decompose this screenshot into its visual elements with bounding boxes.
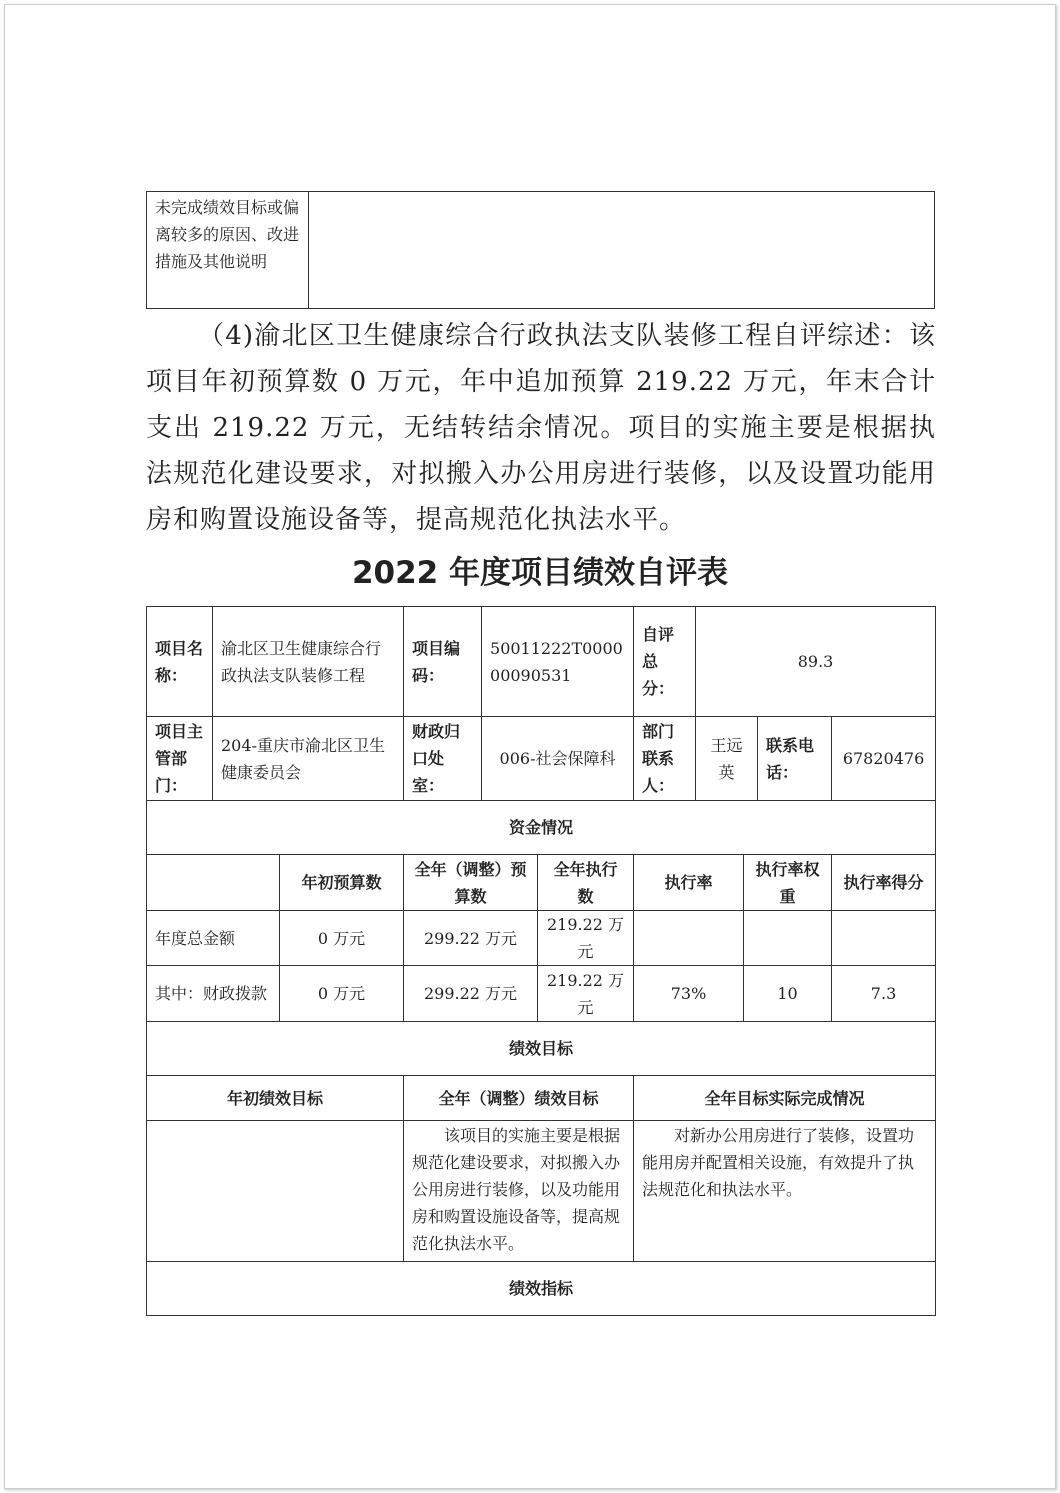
- funds-header-cell: 全年执行数: [538, 855, 634, 911]
- project-code-label: 项目编码：: [404, 607, 482, 717]
- project-info-row: [147, 607, 936, 717]
- goals-content-row: [147, 1121, 936, 1262]
- form-title: 2022 年度项目绩效自评表: [351, 555, 729, 591]
- funds-section-row: [147, 801, 936, 855]
- indicators-section-row: [147, 1262, 936, 1316]
- initial-goal: [147, 1121, 404, 1262]
- self-score-label: 自评总分：: [634, 607, 696, 717]
- funds-header-cell: 全年（调整）预算数: [404, 855, 538, 911]
- self-score-value: 89.3: [696, 607, 936, 717]
- department-row: [147, 717, 936, 801]
- goals-header-cell: 全年目标实际完成情况: [634, 1076, 936, 1121]
- project-name-value: 渝北区卫生健康综合行政执法支队装修工程: [213, 607, 404, 717]
- dept-value: 204-重庆市渝北区卫生健康委员会: [213, 717, 404, 801]
- project-summary: [146, 313, 936, 543]
- funds-header-cell: 年初预算数: [280, 855, 404, 911]
- funds-cell: 0 万元: [280, 911, 404, 966]
- project-name-label: 项目名称：: [147, 607, 213, 717]
- funds-section-title: 资金情况: [147, 801, 936, 855]
- goals-header-cell: 年初绩效目标: [147, 1076, 404, 1121]
- unmet-goals-value: [309, 192, 935, 309]
- funds-cell: [744, 911, 832, 966]
- indicators-section-title: 绩效指标: [147, 1262, 936, 1316]
- funds-header-cell: 执行率权重: [744, 855, 832, 911]
- funds-cell: 219.22 万元: [538, 966, 634, 1022]
- contact-value: 王远英: [696, 717, 758, 801]
- funds-header-cell: [147, 855, 280, 911]
- phone-value: 67820476: [832, 717, 936, 801]
- funds-cell: 年度总金额: [147, 911, 280, 966]
- unmet-goals-row: [147, 192, 935, 309]
- funds-cell: 0 万元: [280, 966, 404, 1022]
- performance-evaluation-table: [146, 606, 936, 1316]
- funds-cell: 299.22 万元: [404, 911, 538, 966]
- funds-header-cell: 执行率得分: [832, 855, 936, 911]
- actual-completion: 对新办公用房进行了装修，设置功能用房并配置相关设施，有效提升了执法规范化和执法水平。: [634, 1121, 936, 1262]
- funds-header-row: [147, 855, 936, 911]
- contact-label: 部门联系人：: [634, 717, 696, 801]
- unmet-goals-label: 未完成绩效目标或偏离较多的原因、改进措施及其他说明: [147, 192, 309, 309]
- funds-cell: 73%: [634, 966, 744, 1022]
- funds-cell: [634, 911, 744, 966]
- funds-row-fiscal: [147, 966, 936, 1022]
- funds-cell: 10: [744, 966, 832, 1022]
- phone-label: 联系电话：: [758, 717, 832, 801]
- funds-cell: [832, 911, 936, 966]
- project-code-value: 50011222T000000090531: [482, 607, 634, 717]
- finance-office-value: 006-社会保障科: [482, 717, 634, 801]
- goals-section-row: [147, 1022, 936, 1076]
- goals-section-title: 绩效目标: [147, 1022, 936, 1076]
- adjusted-goal: 该项目的实施主要是根据规范化建设要求，对拟搬入办公用房进行装修，以及功能用房和购置设施设备等，提高规范化执法水平。: [404, 1121, 634, 1262]
- funds-cell: 7.3: [832, 966, 936, 1022]
- finance-office-label: 财政归口处室：: [404, 717, 482, 801]
- funds-cell: 299.22 万元: [404, 966, 538, 1022]
- dept-label: 项目主管部门：: [147, 717, 213, 801]
- unmet-goals-table: [146, 191, 935, 309]
- funds-header-cell: 执行率: [634, 855, 744, 911]
- funds-cell: 其中：财政拨款: [147, 966, 280, 1022]
- goals-header-cell: 全年（调整）绩效目标: [404, 1076, 634, 1121]
- summary-paragraph: （4)渝北区卫生健康综合行政执法支队装修工程自评综述：该项目年初预算数 0 万元，年中追加预算 219.22 万元，年末合计支出 219.22 万元，无结转结余情况。项目的实施主要是根据执法规范化建设要求，对拟搬入办公用房进行装修，以及设置功能用房和购置设施设备等，提高规范化执法水平。: [146, 321, 936, 535]
- funds-row-total: [147, 911, 936, 966]
- funds-cell: 219.22 万元: [538, 911, 634, 966]
- goals-header-row: [147, 1076, 936, 1121]
